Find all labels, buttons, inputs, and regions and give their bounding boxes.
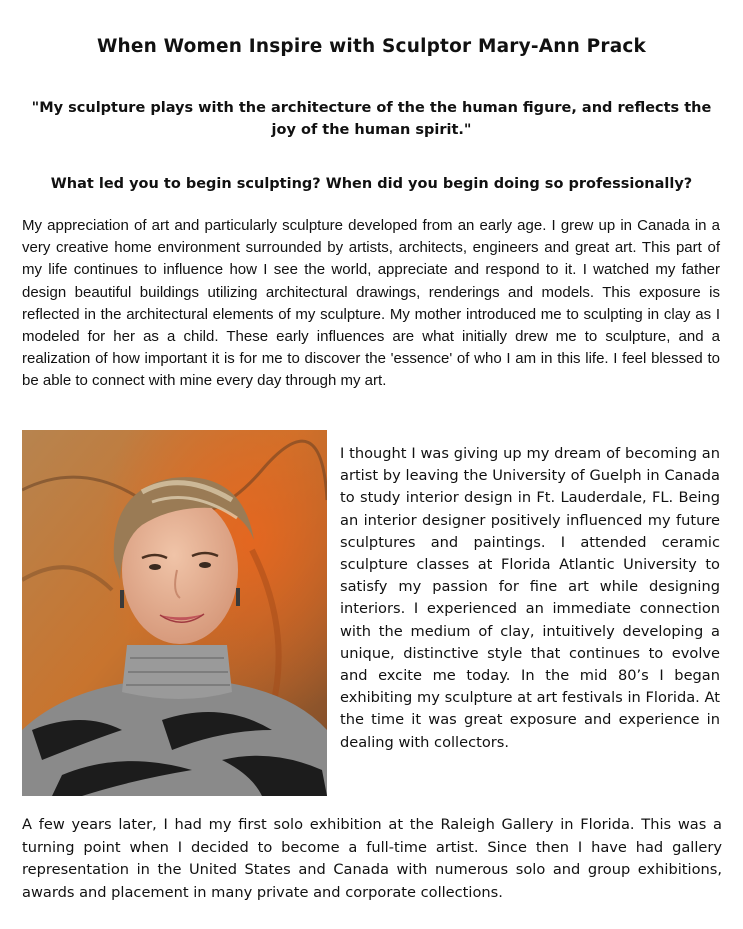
pull-quote: "My sculpture plays with the architecture of the the human figure, and reflects the joy of the human spirit." (31, 100, 712, 138)
page-title: When Women Inspire with Sculptor Mary-Ann Prack (96, 36, 647, 57)
earring-icon (120, 590, 124, 608)
portrait-illustration (22, 430, 327, 796)
answer-paragraph-2: I thought I was giving up my dream of becoming an artist by leaving the University of Guelph in Canada to study interior design in Ft. Lauderdale, FL. Being an interior designer positively influenced my future sculptures and paintings. I attended ceramic sculpture classes at Florida Atlantic University to satisfy my passion for fine art while designing interiors. I experienced an immediate connection with the medium of clay, intuitively developing a unique, distinctive style that continues to evolve and excite me today. In the mid 80’s I began exhibiting my sculpture at art festivals in Florida. At the time it was great exposure and experience in dealing with collectors. (340, 445, 720, 751)
interview-question: What led you to begin sculpting? When did you begin doing so professionally? (50, 176, 693, 192)
artist-portrait-photo (22, 430, 327, 796)
answer-paragraph-3: A few years later, I had my first solo exhibition at the Raleigh Gallery in Florida. This was a turning point when I decided to become a full-time artist. Since then I have had gallery representation in the United States and Canada with numerous solo and group exhibitions, awards and placement in many private and corporate collections. (22, 816, 722, 901)
answer-paragraph-1: My appreciation of art and particularly sculpture developed from an early age. I grew up in Canada in a very creative home environment surrounded by artists, architects, engineers and great art. This part of my life continues to influence how I see the world, appreciate and respond to it. I watched my father design beautiful buildings utilizing architectural drawings, renderings and models. This exposure is reflected in the architectural elements of my sculpture. My mother introduced me to sculpting in clay as I modeled for her as a child. These early influences are what initially drew me to sculpture, and a realization of how important it is for me to discover the 'essence' of who I am in this life. I feel blessed to be able to connect with mine every day through my art. (22, 217, 720, 390)
